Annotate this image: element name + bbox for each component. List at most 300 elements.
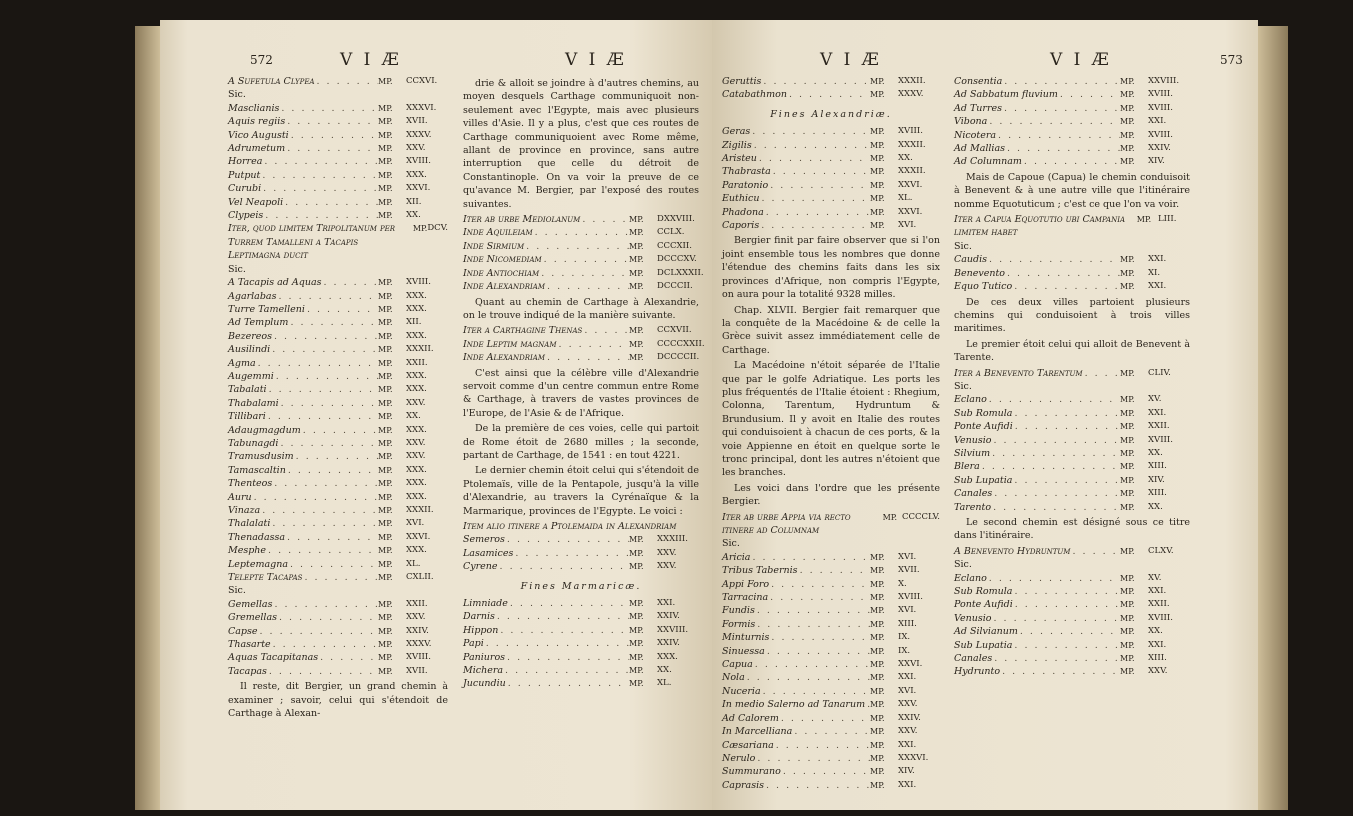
leader-dots <box>260 169 378 182</box>
place-name: Tarracina <box>722 592 769 604</box>
mileage-value: XXI. <box>1148 281 1167 292</box>
miles-abbrev: MP. <box>629 652 644 662</box>
leader-dots <box>263 209 378 222</box>
mileage-value: XX. <box>406 411 421 422</box>
sic-label: Sic. <box>228 263 246 275</box>
mileage-value: XXX. <box>406 370 427 381</box>
running-head-right: V I Æ <box>1050 50 1112 70</box>
itinerary-row <box>722 618 940 631</box>
leader-dots <box>582 324 629 337</box>
miles-abbrev: MP. <box>1120 282 1135 292</box>
leader-dots <box>769 631 870 644</box>
miles-abbrev: MP. <box>870 753 885 763</box>
place-name: Augemmi <box>228 370 274 382</box>
leader-dots <box>1012 407 1120 420</box>
right-page-column-1 <box>722 75 940 792</box>
route-heading: Iter ab urbe Mediolanum <box>463 214 581 226</box>
place-name: Cæsariana <box>722 739 774 751</box>
right-page-edge <box>1258 26 1288 810</box>
mileage-value: XXXIII. <box>657 534 688 545</box>
sic-label: Sic. <box>722 538 740 550</box>
miles-abbrev: MP. <box>1120 395 1135 405</box>
mileage-value: XXX. <box>406 424 427 435</box>
mileage-value: XXV. <box>1148 666 1168 677</box>
miles-abbrev: MP. <box>870 90 885 100</box>
place-name: Nerulo <box>722 752 756 764</box>
miles-abbrev: MP. <box>378 519 393 529</box>
place-name: Putput <box>228 169 261 181</box>
leader-dots <box>750 125 870 138</box>
mileage-value: XIII. <box>1148 653 1167 664</box>
place-name: Euthicu <box>722 193 760 205</box>
place-name: Canales <box>954 488 993 500</box>
miles-abbrev: MP. <box>629 228 644 238</box>
itinerary-row <box>228 450 448 463</box>
itinerary-row <box>954 155 1190 168</box>
itinerary-row <box>463 226 699 239</box>
mileage-value: CCXVII. <box>657 325 692 336</box>
itinerary-row <box>228 357 448 370</box>
mileage-value: XII. <box>406 317 422 328</box>
mileage-value: XXVIII. <box>657 624 689 635</box>
itinerary-row <box>228 424 448 437</box>
place-name: Tribus Tabernis <box>722 565 798 577</box>
paragraph: Quant au chemin de Carthage à Alexandrie, on le trouve indiqué de la manière suivante. <box>463 296 699 321</box>
miles-abbrev: MP. <box>629 215 644 225</box>
itinerary-row <box>722 139 940 152</box>
miles-abbrev: MP. <box>378 479 393 489</box>
itinerary-row <box>228 625 448 638</box>
leader-dots <box>302 571 378 584</box>
paragraph: Bergier finit par faire observer que si l'on joint ensemble tous les nombres que donne l'étendue des chemins faits dans les six provinces d'Afrique, non compris l'Egypte, on aura pour la totalité 9328 milles. <box>722 235 940 301</box>
place-name: Venusio <box>954 434 992 446</box>
place-name: A Tacapis ad Aquas <box>228 277 322 289</box>
itinerary-row <box>463 560 699 573</box>
leader-dots <box>992 652 1120 665</box>
mileage-value: XXVI. <box>406 531 431 542</box>
route-heading: Iter a Carthagine Thenas <box>463 325 583 337</box>
leader-dots <box>524 240 629 253</box>
place-name: Ad Templum <box>228 317 289 329</box>
miles-abbrev: MP. <box>378 291 393 301</box>
itinerary-row <box>954 460 1190 473</box>
miles-abbrev: MP. <box>1120 90 1135 100</box>
mileage-value: XXVI. <box>406 183 431 194</box>
route-heading: Item alio itinere a Ptolemaida in Alexandriam <box>463 521 677 532</box>
mileage-value: DCCCXV. <box>657 254 697 265</box>
itinerary-row <box>228 196 448 209</box>
place-name: Aricia <box>722 551 751 563</box>
mileage-value: XXX. <box>406 169 427 180</box>
mileage-value: XXIV. <box>898 712 921 723</box>
miles-abbrev: MP. <box>629 639 644 649</box>
place-name: Nola <box>722 672 745 684</box>
place-name: Fundis <box>722 605 755 617</box>
miles-abbrev: MP. <box>870 552 885 562</box>
itinerary-row <box>722 698 940 711</box>
place-name: Auru <box>228 491 252 503</box>
leader-dots <box>505 533 629 546</box>
itinerary-row <box>722 511 940 538</box>
leader-dots <box>769 578 870 591</box>
mileage-value: XIV. <box>1148 474 1165 485</box>
mileage-value: XXXV. <box>406 639 432 650</box>
mileage-value: XXX. <box>406 290 427 301</box>
itinerary-row <box>228 290 448 303</box>
place-name: Tamascaltin <box>228 464 286 476</box>
route-heading: Inde Alexandriam <box>463 352 546 364</box>
itinerary-row <box>954 393 1190 406</box>
leader-dots <box>557 338 629 351</box>
place-name: Gremellas <box>228 612 277 624</box>
miles-abbrev: MP. <box>629 241 644 251</box>
leader-dots <box>505 651 629 664</box>
place-name: Aristeu <box>722 153 757 165</box>
place-name: Nuceria <box>722 685 761 697</box>
mileage-value: XXI. <box>657 598 676 609</box>
leader-dots <box>318 651 378 664</box>
itinerary-row <box>954 545 1190 558</box>
mileage-value: XXXII. <box>406 505 434 515</box>
place-name: Eclano <box>954 572 987 584</box>
mileage-value: XXX. <box>406 330 427 341</box>
miles-abbrev: MP. <box>870 767 885 777</box>
itinerary-row <box>228 611 448 624</box>
miles-abbrev: MP. <box>378 412 393 422</box>
place-name: Thenteos <box>228 478 273 490</box>
leader-dots <box>301 424 378 437</box>
mileage-value: XXX. <box>406 491 427 502</box>
itinerary-row <box>954 665 1190 678</box>
itinerary-row <box>954 612 1190 625</box>
mileage-value: XVII. <box>406 665 428 676</box>
mileage-value: XXV. <box>898 726 918 737</box>
mileage-value: XXV. <box>657 561 677 572</box>
place-name: Vico Augusti <box>228 129 289 141</box>
miles-abbrev: MP. <box>1120 103 1135 113</box>
mileage-value: XXIV. <box>1148 143 1171 154</box>
miles-abbrev: MP. <box>378 465 393 475</box>
mileage-value: XXVI. <box>898 659 923 670</box>
place-name: Eclano <box>954 394 987 406</box>
miles-abbrev: MP. <box>378 452 393 462</box>
mileage-value: XXXII. <box>406 344 434 355</box>
mileage-value: XI. <box>1148 267 1161 278</box>
place-name: Ausilindi <box>228 344 271 356</box>
place-name: Tabunagdi <box>228 437 279 449</box>
miles-abbrev: MP. <box>870 660 885 670</box>
leader-dots <box>503 664 629 677</box>
itinerary-row <box>954 267 1190 280</box>
miles-abbrev: MP. <box>378 573 393 583</box>
leader-dots <box>759 219 870 232</box>
left-page-edge <box>135 26 160 810</box>
itinerary-row <box>954 407 1190 420</box>
itinerary-row <box>463 677 699 690</box>
itinerary-row <box>954 253 1190 266</box>
place-name: Vinaza <box>228 505 261 516</box>
miles-abbrev: MP. <box>378 77 393 86</box>
itinerary-row <box>954 598 1190 611</box>
place-name: Sub Lupatia <box>954 474 1013 486</box>
miles-abbrev: MP. <box>378 653 393 663</box>
miles-abbrev: MP. <box>870 140 885 150</box>
mileage-value: XXI. <box>898 779 917 790</box>
miles-abbrev: MP. <box>1120 475 1135 485</box>
place-name: Sub Romula <box>954 586 1013 598</box>
mileage-value: XXIV. <box>406 625 429 636</box>
mileage-value: XVI. <box>898 551 917 562</box>
miles-abbrev: MP. <box>1120 600 1135 610</box>
miles-abbrev: MP. <box>378 157 393 167</box>
miles-abbrev: MP. <box>1120 546 1135 556</box>
miles-abbrev: MP. <box>378 278 393 288</box>
place-name: Agma <box>228 357 256 369</box>
mileage-value: XX. <box>1148 626 1163 637</box>
place-name: Ponte Aufidi <box>954 421 1013 433</box>
mileage-value: XX. <box>406 210 421 221</box>
miles-abbrev: MP. <box>629 666 644 676</box>
miles-abbrev: MP. <box>629 353 644 363</box>
miles-abbrev: MP. <box>1120 268 1135 278</box>
miles-abbrev: MP. <box>378 599 393 609</box>
mileage-value: XV. <box>1148 572 1162 583</box>
leader-dots <box>545 280 629 293</box>
mileage-value: XL. <box>406 558 421 569</box>
leader-dots <box>545 351 629 364</box>
miles-abbrev: MP. <box>378 170 393 180</box>
route-heading: Inde Antiochiam <box>463 267 540 279</box>
mileage-value: XX. <box>1148 501 1163 512</box>
right-page-column-2 <box>954 75 1190 679</box>
miles-abbrev: MP. <box>870 167 885 177</box>
route-heading: A Sufetula Clypea <box>228 76 315 87</box>
miles-abbrev: MP. <box>1120 627 1135 637</box>
mileage-value: CXLII. <box>406 572 434 583</box>
itinerary-row <box>463 280 699 293</box>
place-name: Papi <box>463 638 484 650</box>
miles-abbrev: MP. <box>1120 255 1135 265</box>
itinerary-row <box>722 219 940 232</box>
leader-dots <box>768 591 870 604</box>
right-page <box>712 20 1258 810</box>
leader-dots <box>764 779 870 792</box>
itinerary-row <box>954 129 1190 142</box>
leader-dots <box>272 330 378 343</box>
mileage-value: XXXV. <box>406 129 432 140</box>
itinerary-row <box>228 665 448 678</box>
place-name: Formis <box>722 618 756 630</box>
paragraph: Il reste, dit Bergier, un grand chemin à examiner ; savoir, celui qui s'étendoit de Carthage à Alexan- <box>228 681 448 720</box>
mileage-value: XII. <box>406 196 422 207</box>
itinerary-row <box>228 316 448 329</box>
mileage-value: XXXII. <box>898 76 926 86</box>
itinerary-row <box>722 631 940 644</box>
miles-abbrev: MP. <box>1120 77 1135 86</box>
mileage-value: XXXII. <box>898 166 926 177</box>
mileage-value: XXII. <box>1148 421 1170 432</box>
itinerary-row <box>228 142 448 155</box>
miles-abbrev: MP. <box>870 606 885 616</box>
leader-dots <box>768 179 870 192</box>
leader-dots <box>256 357 378 370</box>
miles-abbrev: MP. <box>378 546 393 556</box>
mileage-value: XL. <box>898 193 913 204</box>
mileage-value: XXIV. <box>657 638 680 649</box>
itinerary-row <box>228 343 448 356</box>
itinerary-row <box>228 491 448 504</box>
leader-dots <box>987 253 1120 266</box>
left-page-column-2 <box>463 75 705 691</box>
mileage-value: XXI. <box>898 739 917 750</box>
itinerary-row <box>463 610 699 623</box>
place-name: Capua <box>722 659 753 671</box>
itinerary-row <box>722 88 940 101</box>
leader-dots <box>252 491 378 504</box>
leader-dots <box>1058 88 1120 101</box>
mileage-value: XVIII. <box>1148 102 1173 113</box>
leader-dots <box>1022 155 1120 168</box>
miles-abbrev: MP. <box>1136 215 1152 225</box>
itinerary-row <box>954 625 1190 638</box>
itinerary-row <box>954 115 1190 128</box>
miles-abbrev: MP. <box>378 425 393 435</box>
itinerary-row <box>228 464 448 477</box>
miles-abbrev: MP. <box>378 398 393 408</box>
mileage-value: XIV. <box>898 766 915 777</box>
itinerary-row <box>954 652 1190 665</box>
mileage-value: XVI. <box>898 220 917 231</box>
miles-abbrev: MP. <box>1120 130 1135 140</box>
place-name: Hippon <box>463 624 499 636</box>
mileage-value: XVIII. <box>1148 89 1173 100</box>
leader-dots <box>771 165 870 178</box>
place-name: Thalalati <box>228 518 271 530</box>
mileage-value: XVIII. <box>898 126 923 137</box>
itinerary-row <box>722 685 940 698</box>
running-head-right-col1: V I Æ <box>820 50 882 70</box>
mileage-value: XXV. <box>406 143 426 154</box>
place-name: Hydrunto <box>954 666 1001 678</box>
itinerary-row <box>463 547 699 560</box>
mileage-value: XXX. <box>406 384 427 395</box>
itinerary-row <box>722 604 940 617</box>
miles-abbrev: MP. <box>1120 448 1135 458</box>
paragraph: La Macédoine n'étoit séparée de l'Italie que par le golfe Adriatique. Les ports les plus fréquentés de l'Italie étoient : Rhegium, Colonna, Tarentum, Hydruntum & Brundusium. Il y avoit en Italie des routes qui conduisoient à chacun de ces ports, & la voie Appienne en étoit en quelque sorte le tronc principal, dont les autres n'étoient que les branches. <box>722 360 940 479</box>
place-name: Zigilis <box>722 139 752 151</box>
place-name: Silvium <box>954 447 991 459</box>
mileage-value: XXI. <box>1148 639 1167 650</box>
place-name: Vel Neapoli <box>228 196 284 208</box>
place-name: Ad Turres <box>954 102 1002 114</box>
place-name: Paratonio <box>722 179 769 191</box>
itinerary-row <box>463 664 699 677</box>
miles-abbrev: MP. <box>1120 573 1135 583</box>
mileage-value: IX. <box>898 645 911 656</box>
place-name: Ad Sabbatum fluvium <box>954 89 1058 101</box>
leader-dots <box>513 547 629 560</box>
mileage-value: XIII. <box>1148 488 1167 499</box>
place-name: Caporis <box>722 220 760 232</box>
itinerary-row <box>228 102 448 115</box>
miles-abbrev: MP. <box>1120 613 1135 623</box>
mileage-value: X. <box>898 578 907 589</box>
miles-abbrev: MP. <box>629 339 644 349</box>
left-page <box>160 20 712 810</box>
miles-abbrev: MP. <box>1120 654 1135 664</box>
leader-dots <box>260 504 378 517</box>
leader-dots <box>1070 545 1120 558</box>
place-name: Turre Tamelleni <box>228 303 305 315</box>
itinerary-row <box>722 739 940 752</box>
sic-label: Sic. <box>954 380 972 392</box>
leader-dots <box>506 677 629 690</box>
itinerary-row <box>228 182 448 195</box>
miles-abbrev: MP. <box>378 626 393 636</box>
place-name: Ad Calorem <box>722 712 779 724</box>
leader-dots <box>1002 75 1120 88</box>
leader-dots <box>1005 267 1120 280</box>
miles-abbrev: MP. <box>870 207 885 217</box>
leader-dots <box>495 610 629 623</box>
place-name: Paniuros <box>463 651 506 663</box>
miles-abbrev: MP. <box>870 127 885 137</box>
miles-abbrev: MP. <box>1120 462 1135 472</box>
leader-dots <box>274 370 378 383</box>
itinerary-row <box>954 585 1190 598</box>
itinerary-row <box>954 639 1190 652</box>
leader-dots <box>792 725 870 738</box>
itinerary-row <box>722 179 940 192</box>
paragraph: Le dernier chemin étoit celui qui s'étendoit de Ptolemaïs, ville de la Pentapole, jusqu'à la ville d'Alexandrie, au travers la Cyrénaïque & la Marmarique, provinces de l'Egypte. Le voici : <box>463 465 699 517</box>
miles-abbrev: MP. <box>378 438 393 448</box>
miles-abbrev: MP. <box>1120 144 1135 154</box>
mileage-value: XL. <box>657 678 672 689</box>
itinerary-row <box>722 564 940 577</box>
miles-abbrev: MP. <box>378 666 393 676</box>
mileage-value: XVI. <box>898 605 917 616</box>
itinerary-row <box>722 645 940 658</box>
leader-dots <box>755 618 870 631</box>
leader-dots <box>987 572 1120 585</box>
itinerary-row <box>228 638 448 651</box>
miles-abbrev: MP. <box>1120 435 1135 445</box>
miles-abbrev: MP. <box>378 130 393 140</box>
miles-abbrev: MP. <box>629 282 644 292</box>
paragraph: Les voici dans l'ordre que les présente Bergier. <box>722 482 940 508</box>
place-name: Consentia <box>954 76 1003 87</box>
page-number-right: 573 <box>1220 53 1243 67</box>
leader-dots <box>787 88 870 101</box>
mileage-value: XXV. <box>406 451 426 462</box>
itinerary-row <box>228 598 448 611</box>
leader-dots <box>761 685 870 698</box>
mileage-value: CCCCLV. <box>901 511 940 522</box>
mileage-value: XXI. <box>1148 116 1167 127</box>
leader-dots <box>289 129 378 142</box>
leader-dots <box>315 75 378 88</box>
itinerary-row <box>228 504 448 517</box>
leader-dots <box>755 752 870 765</box>
place-name: Thasarte <box>228 639 271 651</box>
itinerary-row <box>954 434 1190 447</box>
mileage-value: XIV. <box>1148 156 1165 167</box>
paragraph: Le premier étoit celui qui alloit de Benevent à Tarente. <box>954 338 1190 364</box>
itinerary-row <box>228 651 448 664</box>
mileage-value: XXX. <box>657 651 678 662</box>
miles-abbrev: MP. <box>870 593 885 603</box>
mileage-value: XXI. <box>1148 586 1167 597</box>
